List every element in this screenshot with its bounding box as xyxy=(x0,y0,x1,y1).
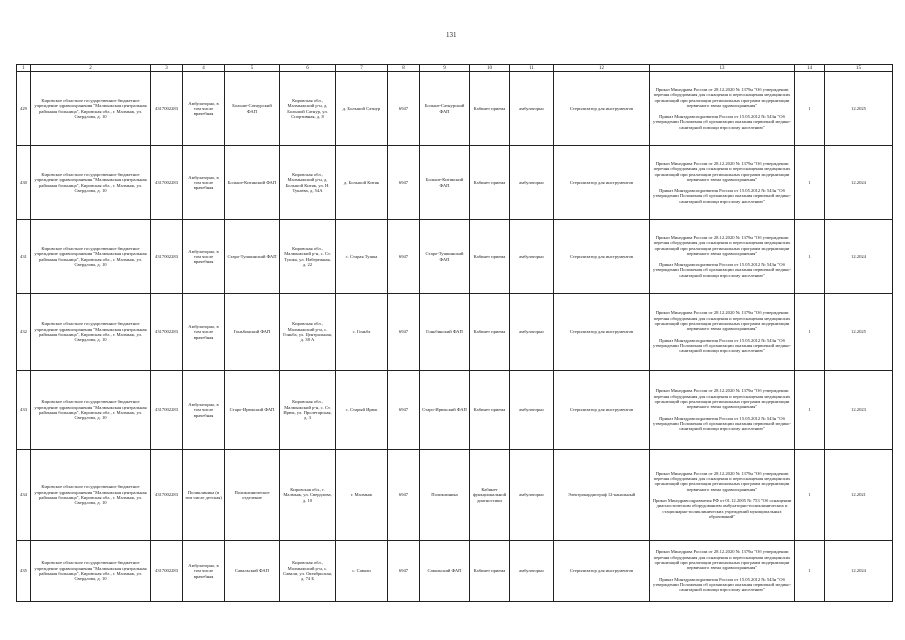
column-header: 9 xyxy=(420,65,470,72)
care-type-cell: Поликлиника (в том числе детская) xyxy=(183,450,225,541)
code-cell: 6947 xyxy=(388,450,420,541)
regulation-text: Приказ Минздравсоцразвития РФ от 01.12.2005 № 753 "Об оснащении диагностическим оборудованием амбулаторно-поликлинических и стационарно-поликлинических учреждений муниципальных образований" xyxy=(652,498,792,519)
address-cell: Кировская обл., Малмыжский р-н, с. Гоньба, ул. Центральная, д. 38 А xyxy=(280,294,336,371)
care-type-cell: Амбулаторно, в том числе врачебная xyxy=(183,541,225,602)
column-header: 3 xyxy=(151,65,183,72)
condition-cell: амбулаторно xyxy=(510,541,554,602)
table-row xyxy=(17,541,893,602)
address-cell: Кировская обл., Малмыжский р-н, д. Большой Сатнур, ул. Спортивная, д. 8 xyxy=(280,72,336,146)
equipment-register-table xyxy=(16,64,893,602)
unit-cell: Поликлиническое отделение xyxy=(225,450,280,541)
organization-cell: Кировское областное государственное бюджетное учреждение здравоохранения "Малмыжская центральная районная больница", Кировская обл., г. Малмыж, ул. Свердлова, д. 10 xyxy=(31,541,151,602)
code-cell: 6947 xyxy=(388,72,420,146)
regulation-text: Приказ Минздрава России от 28.12.2020 № 1379н "Об утверждении перечня оборудования для оснащения и переоснащения медицинских организаций при реализации региональных программ модернизации первичного звена здравоохранения" xyxy=(653,234,791,256)
care-type-cell: Амбулаторно, в том числе врачебная xyxy=(183,146,225,220)
column-header: 13 xyxy=(650,65,795,72)
quantity-cell: 1 xyxy=(795,294,825,371)
regulation-text: Приказ Минздравсоцразвития России от 15.05.2012 № 543н "Об утверждении Положения об организации оказания первичной медико-санитарной помощи взрослому населению" xyxy=(653,188,791,204)
regulation-cell xyxy=(650,450,795,541)
quantity-cell: 1 xyxy=(795,146,825,220)
regulation-text: Приказ Минздрава России от 28.12.2020 № 1379н "Об утверждении перечня оборудования для оснащения и переоснащения медицинских организаций при реализации региональных программ модернизации первичного звена здравоохранения" xyxy=(653,86,791,108)
room-cell: Кабинет приема xyxy=(470,294,510,371)
equipment-cell: Стерилизатор для инструментов xyxy=(554,72,650,146)
settlement-cell: д. Большой Сатнур xyxy=(336,72,388,146)
column-header: 15 xyxy=(825,65,893,72)
quantity-cell: 1 xyxy=(795,371,825,450)
regulation-cell xyxy=(650,146,795,220)
column-header: 1 xyxy=(17,65,31,72)
division-cell: Больше-Сатнурский ФАП xyxy=(420,72,470,146)
column-header: 2 xyxy=(31,65,151,72)
organization-cell: Кировское областное государственное бюджетное учреждение здравоохранения "Малмыжская центральная районная больница", Кировская обл., г. Малмыж, ул. Свердлова, д. 10 xyxy=(31,450,151,541)
condition-cell: амбулаторно xyxy=(510,146,554,220)
period-cell: 12.2024 xyxy=(825,146,893,220)
regulation-text: Приказ Минздрава России от 28.12.2020 № 1379н "Об утверждении перечня оборудования для оснащения и переоснащения медицинских организаций при реализации региональных программ модернизации первичного звена здравоохранения" xyxy=(653,310,791,332)
regulation-text: Приказ Минздравсоцразвития России от 15.05.2012 № 543н "Об утверждении Положения об организации оказания первичной медико-санитарной помощи взрослому населению" xyxy=(653,337,791,354)
inn-cell: 4317002283 xyxy=(151,294,183,371)
column-header: 10 xyxy=(470,65,510,72)
regulation-text: Приказ Минздравсоцразвития России от 15.05.2012 № 543н "Об утверждении Положения об организации оказания первичной медико-санитарной помощи взрослому населению" xyxy=(653,576,791,593)
column-number-row xyxy=(17,65,893,72)
quantity-cell: 1 xyxy=(795,72,825,146)
quantity-cell: 1 xyxy=(795,450,825,541)
period-cell: 12.2021 xyxy=(825,450,893,541)
regulation-text: Приказ Минздрава России от 28.12.2020 № 1379н "Об утверждении перечня оборудования для оснащения и переоснащения медицинских организаций при реализации региональных программ модернизации первичного звена здравоохранения" xyxy=(653,388,791,410)
table-row xyxy=(17,294,893,371)
inn-cell: 4317002283 xyxy=(151,371,183,450)
division-cell: Гоньбинский ФАП xyxy=(420,294,470,371)
equipment-cell: Стерилизатор для инструментов xyxy=(554,294,650,371)
unit-cell: Старо-Ирюкский ФАП xyxy=(225,371,280,450)
regulation-cell xyxy=(650,294,795,371)
division-cell: Больше-Китякский ФАП xyxy=(420,146,470,220)
row-number-cell: 431 xyxy=(17,220,31,294)
row-number-cell: 433 xyxy=(17,371,31,450)
code-cell: 6947 xyxy=(388,371,420,450)
division-cell: Старо-Тушкинский ФАП xyxy=(420,220,470,294)
code-cell: 6947 xyxy=(388,146,420,220)
equipment-cell: Стерилизатор для инструментов xyxy=(554,220,650,294)
row-number-cell: 435 xyxy=(17,541,31,602)
page-number: 131 xyxy=(446,31,457,39)
settlement-cell: с. Гоньба xyxy=(336,294,388,371)
condition-cell: амбулаторно xyxy=(510,450,554,541)
division-cell: Старо-Ирюкский ФАП xyxy=(420,371,470,450)
period-cell: 12.2025 xyxy=(825,294,893,371)
division-cell: Савальский ФАП xyxy=(420,541,470,602)
unit-cell: Савальский ФАП xyxy=(225,541,280,602)
division-cell: Поликлиника xyxy=(420,450,470,541)
equipment-cell: Стерилизатор для инструментов xyxy=(554,541,650,602)
care-type-cell: Амбулаторно, в том числе врачебная xyxy=(183,294,225,371)
address-cell: Кировская обл., Малмыжский р-н, с. Ст. Ирюк, ул. Пролетарская, д. 3 xyxy=(280,371,336,450)
period-cell: 12.2025 xyxy=(825,72,893,146)
unit-cell: Старо-Тушкинский ФАП xyxy=(225,220,280,294)
column-header: 4 xyxy=(183,65,225,72)
quantity-cell: 1 xyxy=(795,220,825,294)
row-number-cell: 434 xyxy=(17,450,31,541)
column-header: 7 xyxy=(336,65,388,72)
regulation-text: Приказ Минздравсоцразвития России от 15.05.2012 № 543н "Об утверждении Положения об организации оказания первичной медико-санитарной помощи взрослому населению" xyxy=(653,262,791,278)
settlement-cell: г. Малмыж xyxy=(336,450,388,541)
condition-cell: амбулаторно xyxy=(510,220,554,294)
condition-cell: амбулаторно xyxy=(510,294,554,371)
code-cell: 6947 xyxy=(388,294,420,371)
regulation-cell xyxy=(650,220,795,294)
regulation-cell xyxy=(650,72,795,146)
settlement-cell: с. Старая Тушка xyxy=(336,220,388,294)
care-type-cell: Амбулаторно, в том числе врачебная xyxy=(183,220,225,294)
room-cell: Кабинет приема xyxy=(470,220,510,294)
table-row xyxy=(17,72,893,146)
table-row xyxy=(17,146,893,220)
address-cell: Кировская обл., г. Малмыж, ул. Свердлова, д. 10 xyxy=(280,450,336,541)
settlement-cell: с. Савали xyxy=(336,541,388,602)
settlement-cell: с. Старый Ирюк xyxy=(336,371,388,450)
settlement-cell: д. Большой Китяк xyxy=(336,146,388,220)
inn-cell: 4317002283 xyxy=(151,541,183,602)
column-header: 5 xyxy=(225,65,280,72)
organization-cell: Кировское областное государственное бюджетное учреждение здравоохранения "Малмыжская центральная районная больница", Кировская обл., г. Малмыж, ул. Свердлова, д. 10 xyxy=(31,72,151,146)
period-cell: 12.2023 xyxy=(825,371,893,450)
table-body xyxy=(17,72,893,602)
regulation-cell xyxy=(650,541,795,602)
regulation-text: Приказ Минздравсоцразвития России от 15.05.2012 № 543н "Об утверждении Положения об организации оказания первичной медико-санитарной помощи взрослому населению" xyxy=(653,415,791,432)
unit-cell: Больше-Сатнурский ФАП xyxy=(225,72,280,146)
table-row xyxy=(17,220,893,294)
regulation-text: Приказ Минздравсоцразвития России от 15.05.2012 № 543н "Об утверждении Положения об организации оказания первичной медико-санитарной помощи взрослому населению" xyxy=(653,114,791,130)
code-cell: 6947 xyxy=(388,541,420,602)
care-type-cell: Амбулаторно, в том числе врачебная xyxy=(183,371,225,450)
inn-cell: 4317002283 xyxy=(151,220,183,294)
room-cell: Кабинет приема xyxy=(470,72,510,146)
table-row xyxy=(17,450,893,541)
column-header: 12 xyxy=(554,65,650,72)
organization-cell: Кировское областное государственное бюджетное учреждение здравоохранения "Малмыжская центральная районная больница", Кировская обл., г. Малмыж, ул. Свердлова, д. 10 xyxy=(31,371,151,450)
inn-cell: 4317002283 xyxy=(151,72,183,146)
address-cell: Кировская обл., Малмыжский р-н, с. Савали, ул. Октябрьская, д. 74 Б xyxy=(280,541,336,602)
room-cell: Кабинет приема xyxy=(470,371,510,450)
address-cell: Кировская обл., Малмыжский р-н, с. Ст. Тушка, ул. Набережная, д. 22 xyxy=(280,220,336,294)
equipment-cell: Стерилизатор для инструментов xyxy=(554,371,650,450)
period-cell: 12.2024 xyxy=(825,220,893,294)
column-header: 8 xyxy=(388,65,420,72)
row-number-cell: 430 xyxy=(17,146,31,220)
equipment-cell: Электрокардиограф 12-канальный xyxy=(554,450,650,541)
unit-cell: Больше-Китякский ФАП xyxy=(225,146,280,220)
row-number-cell: 429 xyxy=(17,72,31,146)
equipment-cell: Стерилизатор для инструментов xyxy=(554,146,650,220)
room-cell: Кабинет приема xyxy=(470,146,510,220)
care-type-cell: Амбулаторно, в том числе врачебная xyxy=(183,72,225,146)
regulation-text: Приказ Минздрава России от 28.12.2020 № 1379н "Об утверждении перечня оборудования для оснащения и переоснащения медицинских организаций при реализации региональных программ модернизации первичного звена здравоохранения" xyxy=(653,549,791,571)
column-header: 11 xyxy=(510,65,554,72)
inn-cell: 4317002283 xyxy=(151,146,183,220)
condition-cell: амбулаторно xyxy=(510,72,554,146)
address-cell: Кировская обл., Малмыжский р-н, д. Большой Китяк, ул. Н. Тукаева, д. 54А xyxy=(280,146,336,220)
unit-cell: Гоньбинский ФАП xyxy=(225,294,280,371)
regulation-text: Приказ Минздрава России от 28.12.2020 № 1379н "Об утверждении перечня оборудования для оснащения и переоснащения медицинских организаций при реализации региональных программ модернизации первичного звена здравоохранения" xyxy=(653,160,791,182)
organization-cell: Кировское областное государственное бюджетное учреждение здравоохранения "Малмыжская центральная районная больница", Кировская обл., г. Малмыж, ул. Свердлова, д. 10 xyxy=(31,220,151,294)
column-header: 14 xyxy=(795,65,825,72)
code-cell: 6947 xyxy=(388,220,420,294)
row-number-cell: 432 xyxy=(17,294,31,371)
regulation-text: Приказ Минздрава России от 28.12.2020 № 1379н "Об утверждении перечня оборудования для оснащения и переоснащения медицинских организаций при реализации региональных программ модернизации первичного звена здравоохранения" xyxy=(653,470,791,492)
period-cell: 12.2024 xyxy=(825,541,893,602)
condition-cell: амбулаторно xyxy=(510,371,554,450)
regulation-cell xyxy=(650,371,795,450)
organization-cell: Кировское областное государственное бюджетное учреждение здравоохранения "Малмыжская центральная районная больница", Кировская обл., г. Малмыж, ул. Свердлова, д. 10 xyxy=(31,294,151,371)
table-row xyxy=(17,371,893,450)
room-cell: Кабинет функциональной диагностики xyxy=(470,450,510,541)
inn-cell: 4317002283 xyxy=(151,450,183,541)
room-cell: Кабинет приема xyxy=(470,541,510,602)
organization-cell: Кировское областное государственное бюджетное учреждение здравоохранения "Малмыжская центральная районная больница", Кировская обл., г. Малмыж, ул. Свердлова, д. 10 xyxy=(31,146,151,220)
column-header: 6 xyxy=(280,65,336,72)
quantity-cell: 1 xyxy=(795,541,825,602)
